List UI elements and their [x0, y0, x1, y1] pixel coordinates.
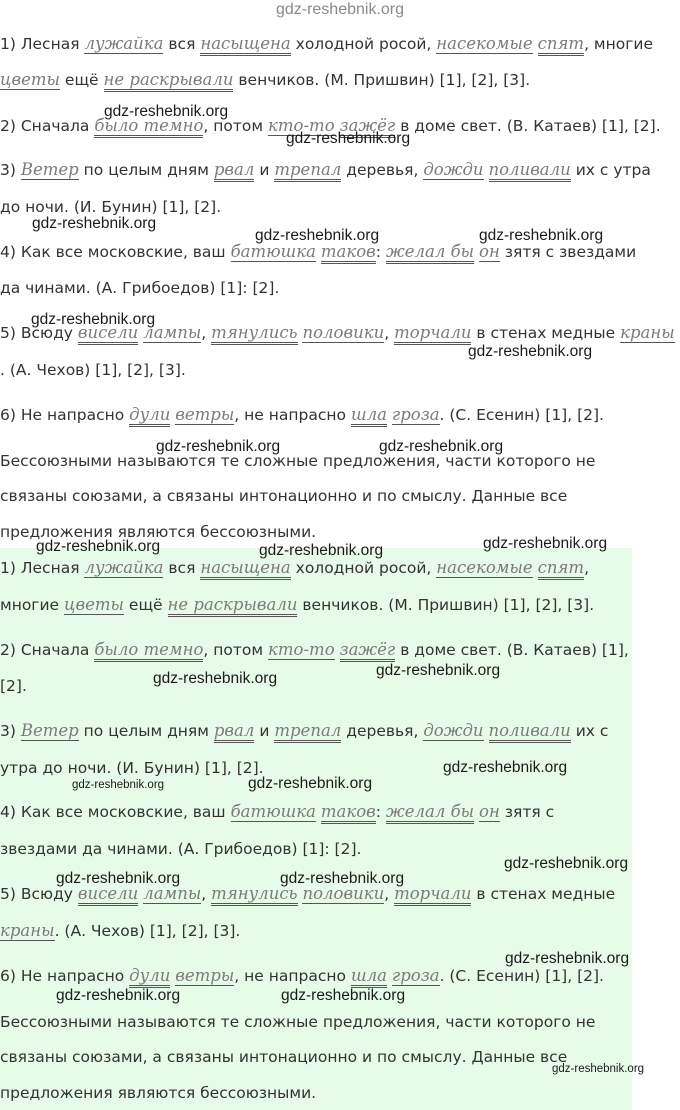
- watermark: gdz-reshebnik.org: [280, 870, 405, 887]
- subject-word: батюшка: [230, 242, 316, 261]
- subject-word: Ветер: [20, 721, 79, 740]
- predicate-word: тянулись: [211, 323, 297, 345]
- predicate-word: поливали: [489, 721, 571, 743]
- watermark: gdz-reshebnik.org: [104, 103, 229, 120]
- subject-word: цветы: [64, 595, 124, 614]
- watermark: gdz-reshebnik.org: [504, 855, 629, 872]
- subject-word: лужайка: [84, 34, 164, 53]
- watermark: gdz-reshebnik.org: [31, 311, 156, 328]
- watermark: gdz-reshebnik.org: [552, 1063, 645, 1075]
- predicate-word: насыщена: [200, 558, 290, 580]
- subject-word: цветы: [0, 70, 60, 89]
- sentence-5-line-2: . (А. Чехов) [1], [2], [3].: [0, 361, 186, 379]
- sentence-2-line-2: [2].: [0, 677, 27, 695]
- subject-word: гроза: [391, 405, 440, 424]
- explanation-line-2: связаны союзами, а связаны интонационно и по смыслу. Данные все: [0, 487, 568, 505]
- predicate-word: зажёг: [340, 640, 396, 662]
- predicate-word: висели: [78, 884, 138, 906]
- sentence-3-line-2: до ночи. (И. Бунин) [1], [2].: [0, 198, 222, 216]
- predicate-word: дули: [129, 966, 170, 988]
- predicate-word: было темно: [94, 640, 203, 662]
- predicate-word: спят: [538, 34, 584, 56]
- subject-word: ветры: [175, 405, 235, 424]
- subject-word: дожди: [423, 160, 484, 179]
- watermark: gdz-reshebnik.org: [483, 535, 608, 552]
- watermark: gdz-reshebnik.org: [505, 950, 630, 967]
- watermark: gdz-reshebnik.org: [255, 227, 380, 244]
- sentence-1-line-1: 1) Лесная лужайка вся насыщена холодной росой, насекомые спят, многие: [0, 34, 653, 53]
- predicate-word: шла: [351, 966, 387, 988]
- subject-word: дожди: [423, 721, 484, 740]
- predicate-word: насыщена: [200, 34, 290, 56]
- subject-word: он: [479, 242, 500, 261]
- sentence-4-line-2: звездами да чинами. (А. Грибоедов) [1]: [2].: [0, 840, 362, 858]
- predicate-word: трепал: [274, 721, 341, 743]
- subject-word: гроза: [391, 966, 440, 985]
- predicate-word: трепал: [274, 160, 341, 182]
- watermark: gdz-reshebnik.org: [468, 343, 593, 360]
- subject-word: он: [479, 802, 500, 821]
- watermark: gdz-reshebnik.org: [56, 870, 181, 887]
- sentence-2-line-1: 2) Сначала было темно, потом кто-то зажёг в доме свет. (В. Катаев) [1],: [0, 640, 629, 659]
- sentence-6: 6) Не напрасно дули ветры, не напрасно шла гроза. (С. Есенин) [1], [2].: [0, 966, 604, 985]
- subject-word: батюшка: [230, 802, 316, 821]
- sentence-3-line-2: утра до ночи. (И. Бунин) [1], [2].: [0, 759, 264, 777]
- subject-word: кто-то: [268, 640, 335, 659]
- predicate-word: рвал: [214, 160, 255, 182]
- subject-word: Ветер: [20, 160, 79, 179]
- subject-word: насекомые: [436, 34, 533, 53]
- sentence-4-line-1: 4) Как все московские, ваш батюшка таков: желал бы он зятя с: [0, 802, 554, 821]
- site-header-watermark: gdz-reshebnik.org: [275, 1, 405, 18]
- explanation-line-3: предложения являются бессоюзными.: [0, 1084, 317, 1102]
- predicate-word: желал бы: [386, 242, 474, 264]
- subject-word: половики: [302, 884, 385, 903]
- sentence-1-line-2: многие цветы ещё не раскрывали венчиков. (М. Пришвин) [1], [2], [3].: [0, 595, 594, 614]
- predicate-word: дули: [129, 405, 170, 427]
- predicate-word: не раскрывали: [104, 70, 234, 92]
- predicate-word: рвал: [214, 721, 255, 743]
- predicate-word: торчали: [394, 323, 471, 345]
- predicate-word: спят: [538, 558, 584, 580]
- watermark: gdz-reshebnik.org: [72, 779, 165, 791]
- subject-word: ветры: [175, 966, 235, 985]
- predicate-word: не раскрывали: [168, 595, 298, 617]
- sentence-4-line-1: 4) Как все московские, ваш батюшка таков: желал бы он зятя с звездами: [0, 242, 636, 261]
- watermark: gdz-reshebnik.org: [286, 130, 411, 147]
- watermark: gdz-reshebnik.org: [379, 438, 504, 455]
- predicate-word: зажёг: [340, 116, 396, 138]
- subject-word: лампы: [143, 884, 202, 903]
- predicate-word: желал бы: [386, 802, 474, 824]
- predicate-word: поливали: [489, 160, 571, 182]
- subject-word: кто-то: [268, 116, 335, 135]
- watermark: gdz-reshebnik.org: [479, 227, 604, 244]
- watermark: gdz-reshebnik.org: [259, 542, 384, 559]
- watermark: gdz-reshebnik.org: [36, 538, 161, 555]
- watermark: gdz-reshebnik.org: [56, 987, 181, 1004]
- watermark: gdz-reshebnik.org: [153, 670, 278, 687]
- predicate-word: таков: [321, 242, 376, 264]
- sentence-1-line-2: цветы ещё не раскрывали венчиков. (М. Пришвин) [1], [2], [3].: [0, 70, 530, 89]
- subject-word: лампы: [143, 323, 202, 342]
- watermark: gdz-reshebnik.org: [376, 662, 501, 679]
- predicate-word: торчали: [394, 884, 471, 906]
- predicate-word: висели: [78, 323, 138, 345]
- subject-word: насекомые: [436, 558, 533, 577]
- sentence-6: 6) Не напрасно дули ветры, не напрасно шла гроза. (С. Есенин) [1], [2].: [0, 405, 604, 424]
- sentence-5-line-2: краны. (А. Чехов) [1], [2], [3].: [0, 921, 241, 940]
- watermark: gdz-reshebnik.org: [32, 215, 157, 232]
- sentence-5-line-1: 5) Всюду висели лампы, тянулись половики, торчали в стенах медные: [0, 884, 615, 903]
- explanation-line-1: Бессоюзными называются те сложные предложения, части которого не: [0, 452, 596, 470]
- explanation-line-1: Бессоюзными называются те сложные предложения, части которого не: [0, 1013, 596, 1031]
- subject-word: краны: [0, 921, 55, 940]
- predicate-word: было темно: [94, 116, 203, 138]
- sentence-5-line-1: 5) Всюду висели лампы, тянулись половики, торчали в стенах медные краны: [0, 323, 675, 342]
- predicate-word: таков: [321, 802, 376, 824]
- watermark: gdz-reshebnik.org: [443, 759, 568, 776]
- sentence-2: 2) Сначала было темно, потом кто-то зажёг в доме свет. (В. Катаев) [1], [2].: [0, 116, 661, 135]
- subject-word: половики: [302, 323, 385, 342]
- sentence-3-line-1: 3) Ветер по целым дням рвал и трепал деревья, дожди поливали их с утра: [0, 160, 651, 179]
- predicate-word: тянулись: [211, 884, 297, 906]
- predicate-word: шла: [351, 405, 387, 427]
- sentence-1-line-1: 1) Лесная лужайка вся насыщена холодной росой, насекомые спят,: [0, 558, 589, 577]
- sentence-4-line-2: да чинами. (А. Грибоедов) [1]: [2].: [0, 279, 280, 297]
- watermark: gdz-reshebnik.org: [156, 438, 281, 455]
- watermark: gdz-reshebnik.org: [248, 775, 373, 792]
- watermark: gdz-reshebnik.org: [281, 987, 406, 1004]
- explanation-line-2: связаны союзами, а связаны интонационно и по смыслу. Данные все: [0, 1048, 568, 1066]
- subject-word: лужайка: [84, 558, 164, 577]
- explanation-line-3: предложения являются бессоюзными.: [0, 523, 317, 541]
- subject-word: краны: [620, 323, 675, 342]
- sentence-3-line-1: 3) Ветер по целым дням рвал и трепал деревья, дожди поливали их с: [0, 721, 608, 740]
